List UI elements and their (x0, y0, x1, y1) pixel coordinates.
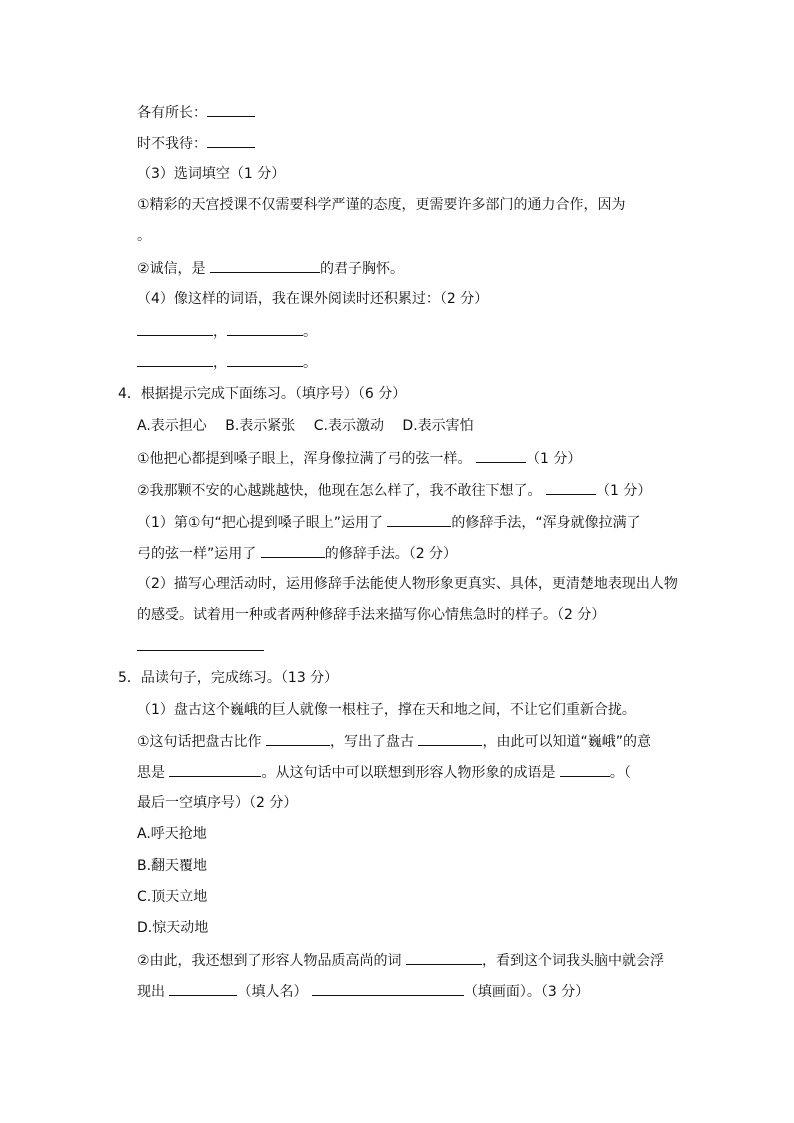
text-line: 的感受。试着用一种或者两种修辞手法来描写你心情焦急时的样子。（2 分） (137, 607, 606, 623)
answer-blank[interactable] (227, 321, 303, 336)
question-heading: 5．品读句子，完成练习。（13 分） (118, 670, 339, 686)
answer-blank[interactable] (312, 981, 464, 996)
answer-blank[interactable] (546, 480, 596, 495)
text-line: 现出 （填人名） （填画面）。（3 分） (137, 981, 589, 1002)
line-text: 时不我待： (137, 136, 207, 152)
answer-blank[interactable] (418, 731, 482, 746)
answer-blank[interactable] (261, 543, 325, 558)
text-line (137, 102, 255, 123)
option-c: C.顶天立地 (137, 889, 208, 905)
text-line: ①他把心都提到嗓子眼上，浑身像拉满了弓的弦一样。 （1 分） (137, 448, 581, 469)
text-line: （2）描写心理活动时，运用修辞手法能使人物形象更真实、具体，更清楚地表现出人物 (137, 576, 678, 592)
answer-blank[interactable] (560, 762, 610, 777)
answer-blank[interactable] (266, 731, 330, 746)
option-d: D.惊天动地 (137, 920, 209, 936)
text-line (137, 133, 255, 154)
text-line: 思是 。从这句话中可以联想到形容人物形象的成语是 。（ (137, 762, 631, 783)
answer-blank[interactable] (207, 102, 255, 117)
text-line: ①这句话把盘古比作 ，写出了盘古 ，由此可以知道“巍峨”的意 (137, 731, 651, 752)
line-text: 各有所长： (137, 105, 207, 121)
text-line: ②由此，我还想到了形容人物品质高尚的词 ，看到这个词我头脑中就会浮 (137, 950, 664, 971)
answer-blank[interactable] (387, 512, 451, 527)
text-line: ②诚信，是 的君子胸怀。 (137, 258, 404, 279)
answer-line: ， 。 (137, 352, 317, 373)
text-line: 最后一空填序号）（2 分） (137, 795, 298, 811)
text-line: 。 (137, 228, 151, 244)
subquestion-heading: （3）选词填空（1 分） (137, 166, 286, 182)
answer-blank[interactable] (169, 981, 237, 996)
answer-blank[interactable] (227, 352, 303, 367)
answer-blank[interactable] (137, 321, 213, 336)
answer-blank[interactable] (210, 258, 320, 273)
options-line: A.表示担心 B.表示紧张 C.表示激动 D.表示害怕 (137, 418, 474, 434)
answer-blank[interactable] (169, 762, 261, 777)
option-a: A.呼天抢地 (137, 826, 207, 842)
answer-line: ， 。 (137, 321, 317, 342)
text-line: ①精彩的天宫授课不仅需要科学严谨的态度，更需要许多部门的通力合作，因为 (137, 197, 626, 213)
text-line: ②我那颗不安的心越跳越快，他现在怎么样了，我不敢往下想了。 （1 分） (137, 480, 651, 501)
answer-blank[interactable] (137, 636, 264, 651)
answer-blank[interactable] (207, 133, 255, 148)
text-line: （1）第①句“把心提到嗓子眼上”运用了 的修辞手法，“浑身就像拉满了 (137, 512, 641, 533)
question-heading: 4．根据提示完成下面练习。（填序号）（6 分） (118, 386, 407, 402)
answer-blank[interactable] (137, 352, 213, 367)
answer-blank[interactable] (406, 950, 482, 965)
answer-blank[interactable] (476, 448, 526, 463)
answer-line (137, 636, 264, 657)
option-b: B.翻天覆地 (137, 858, 208, 874)
text-line: （1）盘古这个巍峨的巨人就像一根柱子，撑在天和地之间，不让它们重新合拢。 (137, 702, 636, 718)
text-line: 弓的弦一样”运用了 的修辞手法。（2 分） (137, 543, 457, 564)
subquestion-heading: （4）像这样的词语，我在课外阅读时还积累过：（2 分） (137, 291, 489, 307)
